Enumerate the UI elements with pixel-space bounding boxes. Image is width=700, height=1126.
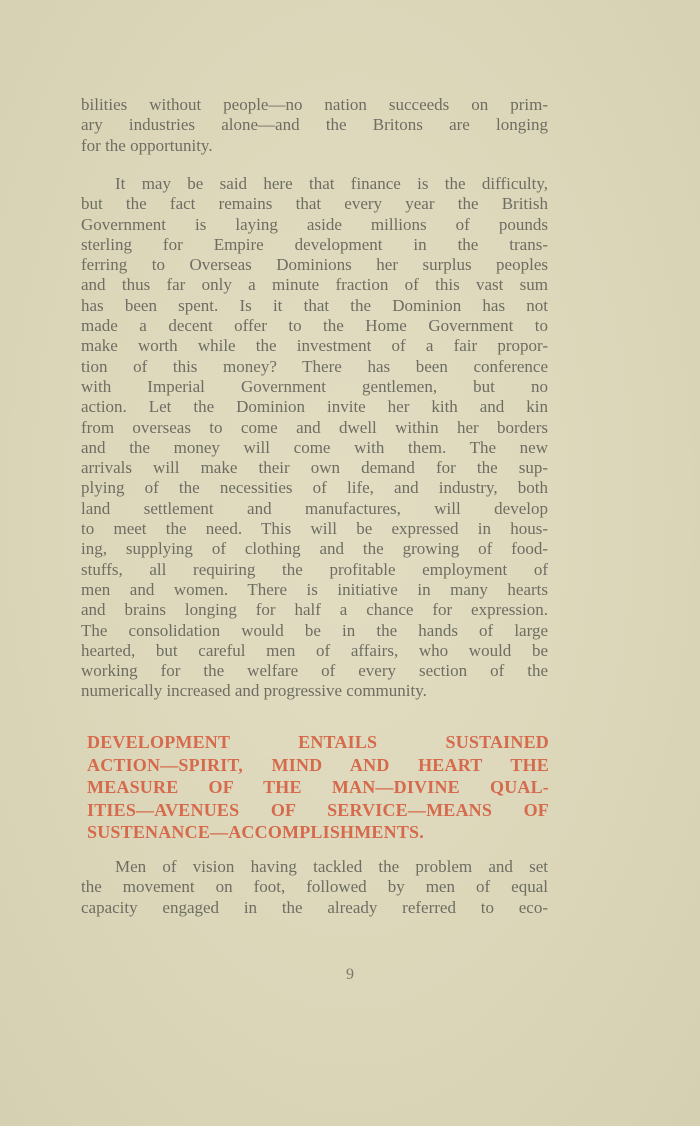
text-line: make worth while the investment of a fair propor- [81, 336, 548, 356]
text-line: from overseas to come and dwell within her borders [81, 417, 548, 437]
section-heading [87, 731, 549, 844]
text-line: Government is laying aside millions of pounds [81, 214, 548, 234]
text-line: land settlement and manufactures, will develop [81, 498, 548, 518]
text-line: tion of this money? There has been conference [81, 356, 548, 376]
text-line: hearted, but careful men of affairs, who would be [81, 640, 548, 660]
text-line: working for the welfare of every section of the [81, 661, 548, 681]
text-line: numerically increased and progressive community. [81, 681, 427, 701]
text-line: ing, supplying of clothing and the growing of food- [81, 539, 548, 559]
text-line: made a decent offer to the Home Government to [81, 316, 548, 336]
text-line: It may be said here that finance is the difficulty, [115, 174, 548, 193]
text-line: bilities without people—no nation succeeds on prim- [81, 95, 548, 114]
text-line: the movement on foot, followed by men of equal [81, 877, 548, 897]
text-line: with Imperial Government gentlemen, but no [81, 376, 548, 396]
text-line: and thus far only a minute fraction of this vast sum [81, 275, 548, 295]
text-line: has been spent. Is it that the Dominion has not [81, 295, 548, 315]
text-line: ary industries alone—and the Britons are longing [81, 115, 548, 135]
paragraph-1 [81, 95, 548, 156]
heading-line: MEASURE OF THE MAN—DIVINE QUAL- [87, 777, 549, 797]
text-line: stuffs, all requiring the profitable employment of [81, 559, 548, 579]
page-number: 9 [346, 966, 354, 983]
paragraph-2 [81, 174, 548, 702]
text-line: Men of vision having tackled the problem and set [115, 857, 548, 876]
text-line: to meet the need. This will be expressed in hous- [81, 519, 548, 539]
text-line: sterling for Empire development in the trans- [81, 234, 548, 254]
text-line: and the money will come with them. The new [81, 437, 548, 457]
paragraph-3 [81, 857, 548, 918]
text-line: capacity engaged in the already referred to eco- [81, 897, 548, 917]
text-line: men and women. There is initiative in many hearts [81, 579, 548, 599]
heading-line: ITIES—AVENUES OF SERVICE—MEANS OF [87, 799, 549, 820]
heading-line: ACTION—SPIRIT, MIND AND HEART THE [87, 754, 549, 775]
text-line: The consolidation would be in the hands of large [81, 620, 548, 640]
text-line: action. Let the Dominion invite her kith and kin [81, 397, 548, 417]
text-line: for the opportunity. [81, 135, 213, 155]
heading-line: DEVELOPMENT ENTAILS SUSTAINED [87, 732, 549, 752]
text-line: and brains longing for half a chance for expression. [81, 600, 548, 620]
heading-line: SUSTENANCE—ACCOMPLISHMENTS. [87, 822, 424, 842]
text-line: but the fact remains that every year the British [81, 194, 548, 214]
text-line: arrivals will make their own demand for the sup- [81, 458, 548, 478]
text-line: ferring to Overseas Dominions her surplus peoples [81, 255, 548, 275]
text-line: plying of the necessities of life, and industry, both [81, 478, 548, 498]
